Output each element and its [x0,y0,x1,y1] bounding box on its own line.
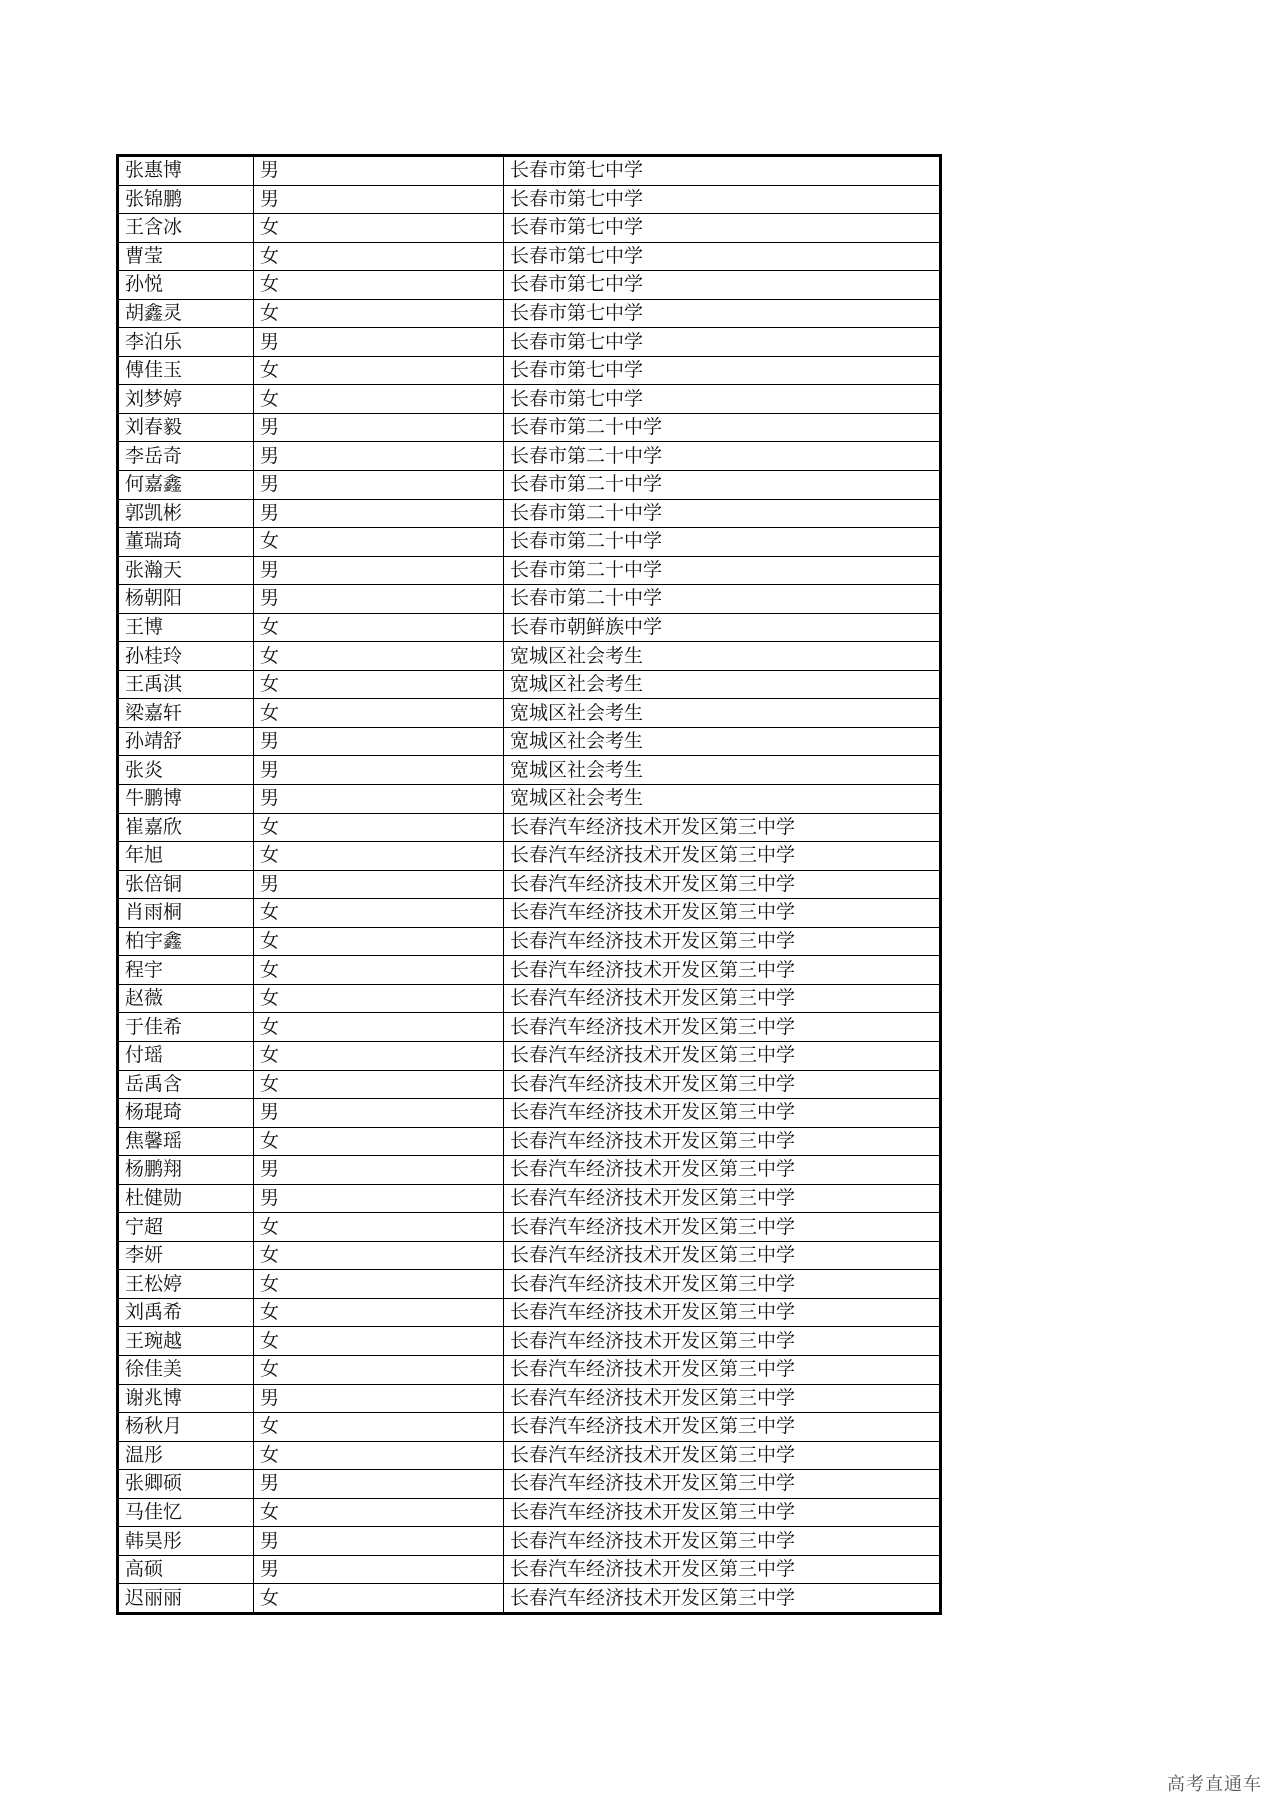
student-name-cell: 于佳希 [119,1013,254,1042]
student-name-cell: 高硕 [119,1555,254,1584]
gender-cell: 女 [254,1013,504,1042]
school-cell: 长春市第七中学 [504,185,940,214]
table-row [119,356,940,385]
school-cell: 长春市第七中学 [504,214,940,243]
school-cell: 长春市朝鲜族中学 [504,613,940,642]
school-cell: 长春市第二十中学 [504,585,940,614]
student-name-cell: 谢兆博 [119,1384,254,1413]
gender-cell: 女 [254,613,504,642]
school-cell: 长春市第二十中学 [504,556,940,585]
school-cell: 长春汽车经济技术开发区第三中学 [504,1156,940,1185]
school-cell: 长春市第七中学 [504,385,940,414]
table-row [119,499,940,528]
gender-cell: 女 [254,356,504,385]
student-name-cell: 傅佳玉 [119,356,254,385]
gender-cell: 男 [254,1527,504,1556]
table-row [119,813,940,842]
table-row [119,756,940,785]
gender-cell: 女 [254,984,504,1013]
table-row [119,471,940,500]
student-name-cell: 王含冰 [119,214,254,243]
school-cell: 长春汽车经济技术开发区第三中学 [504,1041,940,1070]
gender-cell: 女 [254,1127,504,1156]
table-row [119,1555,940,1584]
student-name-cell: 杨琨琦 [119,1099,254,1128]
school-cell: 长春汽车经济技术开发区第三中学 [504,1099,940,1128]
table-row [119,442,940,471]
gender-cell: 男 [254,756,504,785]
student-name-cell: 迟丽丽 [119,1584,254,1613]
student-name-cell: 崔嘉欣 [119,813,254,842]
gender-cell: 女 [254,1413,504,1442]
table-row [119,1241,940,1270]
student-name-cell: 柏宇鑫 [119,927,254,956]
student-name-cell: 刘春毅 [119,413,254,442]
watermark-text: 高考直通车 [1167,1774,1262,1795]
table-row [119,699,940,728]
school-cell: 长春汽车经济技术开发区第三中学 [504,1355,940,1384]
school-cell: 宽城区社会考生 [504,727,940,756]
student-name-cell: 杨鹏翔 [119,1156,254,1185]
school-cell: 长春市第二十中学 [504,442,940,471]
gender-cell: 男 [254,727,504,756]
student-name-cell: 张锦鹏 [119,185,254,214]
gender-cell: 女 [254,242,504,271]
school-cell: 长春市第二十中学 [504,499,940,528]
gender-cell: 男 [254,413,504,442]
gender-cell: 女 [254,670,504,699]
table-row [119,385,940,414]
student-name-cell: 杜健勋 [119,1184,254,1213]
student-name-cell: 孙靖舒 [119,727,254,756]
table-row [119,1384,940,1413]
table-row [119,328,940,357]
school-cell: 长春汽车经济技术开发区第三中学 [504,1527,940,1556]
student-name-cell: 张惠博 [119,157,254,186]
gender-cell: 女 [254,528,504,557]
school-cell: 宽城区社会考生 [504,785,940,814]
table-row [119,1070,940,1099]
student-name-cell: 胡鑫灵 [119,299,254,328]
table-row [119,157,940,186]
student-name-cell: 温彤 [119,1441,254,1470]
school-cell: 长春汽车经济技术开发区第三中学 [504,1470,940,1499]
school-cell: 宽城区社会考生 [504,756,940,785]
student-name-cell: 杨秋月 [119,1413,254,1442]
gender-cell: 女 [254,842,504,871]
school-cell: 长春汽车经济技术开发区第三中学 [504,1498,940,1527]
gender-cell: 男 [254,556,504,585]
student-name-cell: 牛鹏博 [119,785,254,814]
student-name-cell: 付瑶 [119,1041,254,1070]
gender-cell: 男 [254,1384,504,1413]
school-cell: 长春汽车经济技术开发区第三中学 [504,1213,940,1242]
student-name-cell: 曹莹 [119,242,254,271]
table-row [119,271,940,300]
table-row [119,642,940,671]
school-cell: 长春汽车经济技术开发区第三中学 [504,1070,940,1099]
table-row [119,670,940,699]
table-row [119,727,940,756]
gender-cell: 男 [254,328,504,357]
table-row [119,413,940,442]
gender-cell: 男 [254,870,504,899]
student-name-cell: 何嘉鑫 [119,471,254,500]
school-cell: 长春汽车经济技术开发区第三中学 [504,1441,940,1470]
school-cell: 长春汽车经济技术开发区第三中学 [504,984,940,1013]
table-row [119,1527,940,1556]
gender-cell: 男 [254,157,504,186]
gender-cell: 男 [254,1156,504,1185]
gender-cell: 女 [254,1498,504,1527]
gender-cell: 女 [254,899,504,928]
school-cell: 长春市第七中学 [504,157,940,186]
student-name-cell: 刘禹希 [119,1298,254,1327]
table-row [119,1099,940,1128]
school-cell: 长春汽车经济技术开发区第三中学 [504,842,940,871]
table-row [119,185,940,214]
gender-cell: 女 [254,385,504,414]
gender-cell: 男 [254,442,504,471]
student-name-cell: 张卿硕 [119,1470,254,1499]
school-cell: 长春汽车经济技术开发区第三中学 [504,1555,940,1584]
table-row [119,1413,940,1442]
table-row [119,1013,940,1042]
table-row [119,785,940,814]
school-cell: 长春汽车经济技术开发区第三中学 [504,1184,940,1213]
gender-cell: 女 [254,813,504,842]
gender-cell: 男 [254,785,504,814]
student-name-cell: 岳禹含 [119,1070,254,1099]
gender-cell: 男 [254,1555,504,1584]
table-row [119,214,940,243]
school-cell: 长春市第二十中学 [504,471,940,500]
student-name-cell: 孙悦 [119,271,254,300]
table-row [119,1298,940,1327]
roster-table [118,156,940,1613]
gender-cell: 男 [254,499,504,528]
student-name-cell: 肖雨桐 [119,899,254,928]
student-name-cell: 郭凯彬 [119,499,254,528]
gender-cell: 女 [254,214,504,243]
school-cell: 长春市第二十中学 [504,528,940,557]
school-cell: 长春汽车经济技术开发区第三中学 [504,1298,940,1327]
school-cell: 长春汽车经济技术开发区第三中学 [504,1327,940,1356]
gender-cell: 男 [254,185,504,214]
table-row [119,927,940,956]
gender-cell: 女 [254,1355,504,1384]
gender-cell: 女 [254,1298,504,1327]
student-name-cell: 董瑞琦 [119,528,254,557]
school-cell: 长春汽车经济技术开发区第三中学 [504,956,940,985]
school-cell: 长春市第七中学 [504,299,940,328]
table-row [119,299,940,328]
student-name-cell: 杨朝阳 [119,585,254,614]
gender-cell: 女 [254,699,504,728]
gender-cell: 男 [254,1470,504,1499]
table-row [119,1441,940,1470]
student-name-cell: 张炎 [119,756,254,785]
table-row [119,870,940,899]
gender-cell: 男 [254,471,504,500]
student-name-cell: 韩昊彤 [119,1527,254,1556]
table-row [119,1355,940,1384]
student-name-cell: 马佳忆 [119,1498,254,1527]
student-name-cell: 焦馨瑶 [119,1127,254,1156]
student-name-cell: 李岳奇 [119,442,254,471]
gender-cell: 女 [254,927,504,956]
table-row [119,1156,940,1185]
school-cell: 长春汽车经济技术开发区第三中学 [504,870,940,899]
table-row [119,1270,940,1299]
student-name-cell: 张倍铜 [119,870,254,899]
student-name-cell: 宁超 [119,1213,254,1242]
table-row [119,556,940,585]
student-name-cell: 李妍 [119,1241,254,1270]
student-name-cell: 程宇 [119,956,254,985]
gender-cell: 女 [254,1584,504,1613]
gender-cell: 女 [254,1327,504,1356]
school-cell: 长春市第二十中学 [504,413,940,442]
school-cell: 长春市第七中学 [504,356,940,385]
table-row [119,1584,940,1613]
school-cell: 长春汽车经济技术开发区第三中学 [504,1413,940,1442]
school-cell: 长春市第七中学 [504,242,940,271]
school-cell: 长春汽车经济技术开发区第三中学 [504,1241,940,1270]
school-cell: 长春汽车经济技术开发区第三中学 [504,1384,940,1413]
student-name-cell: 孙桂玲 [119,642,254,671]
school-cell: 宽城区社会考生 [504,670,940,699]
school-cell: 长春汽车经济技术开发区第三中学 [504,1584,940,1613]
gender-cell: 女 [254,1270,504,1299]
gender-cell: 男 [254,1099,504,1128]
school-cell: 长春市第七中学 [504,271,940,300]
gender-cell: 男 [254,1184,504,1213]
student-name-cell: 刘梦婷 [119,385,254,414]
student-name-cell: 李泊乐 [119,328,254,357]
table-row [119,1498,940,1527]
gender-cell: 女 [254,271,504,300]
table-row [119,1041,940,1070]
roster-sheet [116,154,942,1615]
school-cell: 长春汽车经济技术开发区第三中学 [504,813,940,842]
gender-cell: 女 [254,1241,504,1270]
table-row [119,1470,940,1499]
table-row [119,899,940,928]
gender-cell: 女 [254,1070,504,1099]
table-row [119,1127,940,1156]
student-name-cell: 梁嘉轩 [119,699,254,728]
student-name-cell: 徐佳美 [119,1355,254,1384]
school-cell: 长春汽车经济技术开发区第三中学 [504,1127,940,1156]
table-row [119,1213,940,1242]
school-cell: 长春汽车经济技术开发区第三中学 [504,1270,940,1299]
table-row [119,842,940,871]
table-row [119,1327,940,1356]
student-name-cell: 年旭 [119,842,254,871]
table-row [119,528,940,557]
school-cell: 长春汽车经济技术开发区第三中学 [504,1013,940,1042]
student-name-cell: 王松婷 [119,1270,254,1299]
school-cell: 长春汽车经济技术开发区第三中学 [504,899,940,928]
school-cell: 宽城区社会考生 [504,699,940,728]
student-name-cell: 王禹淇 [119,670,254,699]
gender-cell: 女 [254,1213,504,1242]
table-row [119,585,940,614]
student-name-cell: 王琬越 [119,1327,254,1356]
table-row [119,613,940,642]
gender-cell: 女 [254,956,504,985]
table-row [119,242,940,271]
gender-cell: 女 [254,299,504,328]
school-cell: 长春汽车经济技术开发区第三中学 [504,927,940,956]
gender-cell: 男 [254,585,504,614]
student-name-cell: 赵薇 [119,984,254,1013]
student-name-cell: 王博 [119,613,254,642]
student-name-cell: 张瀚天 [119,556,254,585]
roster-table-body [119,157,940,1613]
table-row [119,956,940,985]
gender-cell: 女 [254,1441,504,1470]
gender-cell: 女 [254,1041,504,1070]
table-row [119,1184,940,1213]
school-cell: 宽城区社会考生 [504,642,940,671]
table-row [119,984,940,1013]
gender-cell: 女 [254,642,504,671]
school-cell: 长春市第七中学 [504,328,940,357]
